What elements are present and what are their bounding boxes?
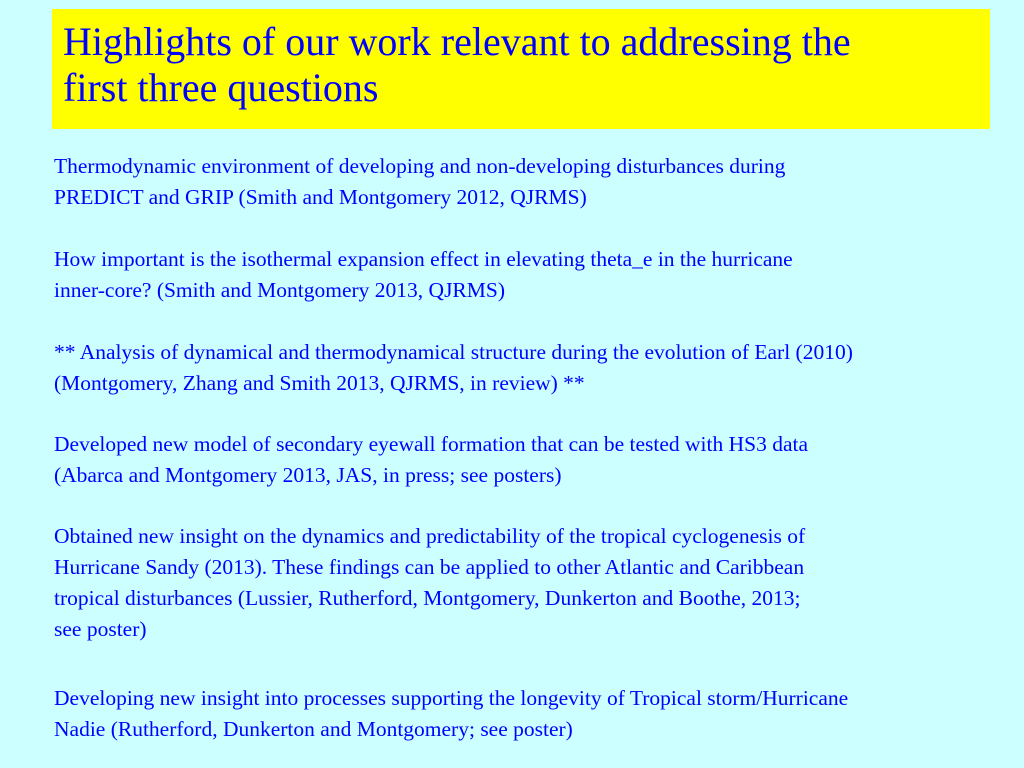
highlight-paragraph-3: ** Analysis of dynamical and thermodynamical structure during the evolution of Earl (2010) (Montgomery, Zhang and Smith 2013, QJRMS, in review) ** bbox=[54, 340, 853, 395]
title-box bbox=[52, 9, 990, 129]
highlight-paragraph-4: Developed new model of secondary eyewall formation that can be tested with HS3 data (Abarca and Montgomery 2013, JAS, in press; see posters) bbox=[54, 432, 809, 487]
highlight-paragraph-1: Thermodynamic environment of developing and non-developing disturbances during PREDICT and GRIP (Smith and Montgomery 2012, QJRMS) bbox=[54, 154, 786, 209]
highlight-paragraph-6: Developing new insight into processes supporting the longevity of Tropical storm/Hurricane Nadie (Rutherford, Dunkerton and Montgomery; see poster) bbox=[54, 686, 849, 741]
slide-title: Highlights of our work relevant to addressing the first three questions bbox=[63, 19, 851, 110]
highlight-paragraph-2: How important is the isothermal expansion effect in elevating theta_e in the hurricane inner-core? (Smith and Montgomery 2013, QJRMS) bbox=[54, 247, 793, 302]
highlight-paragraph-5: Obtained new insight on the dynamics and predictability of the tropical cyclogenesis of Hurricane Sandy (2013). These findings can be applied to other Atlantic and Caribbean tropical disturbances (Lussier, Rutherford, Montgomery, Dunkerton and Boothe, 2013; see poster) bbox=[54, 524, 806, 641]
